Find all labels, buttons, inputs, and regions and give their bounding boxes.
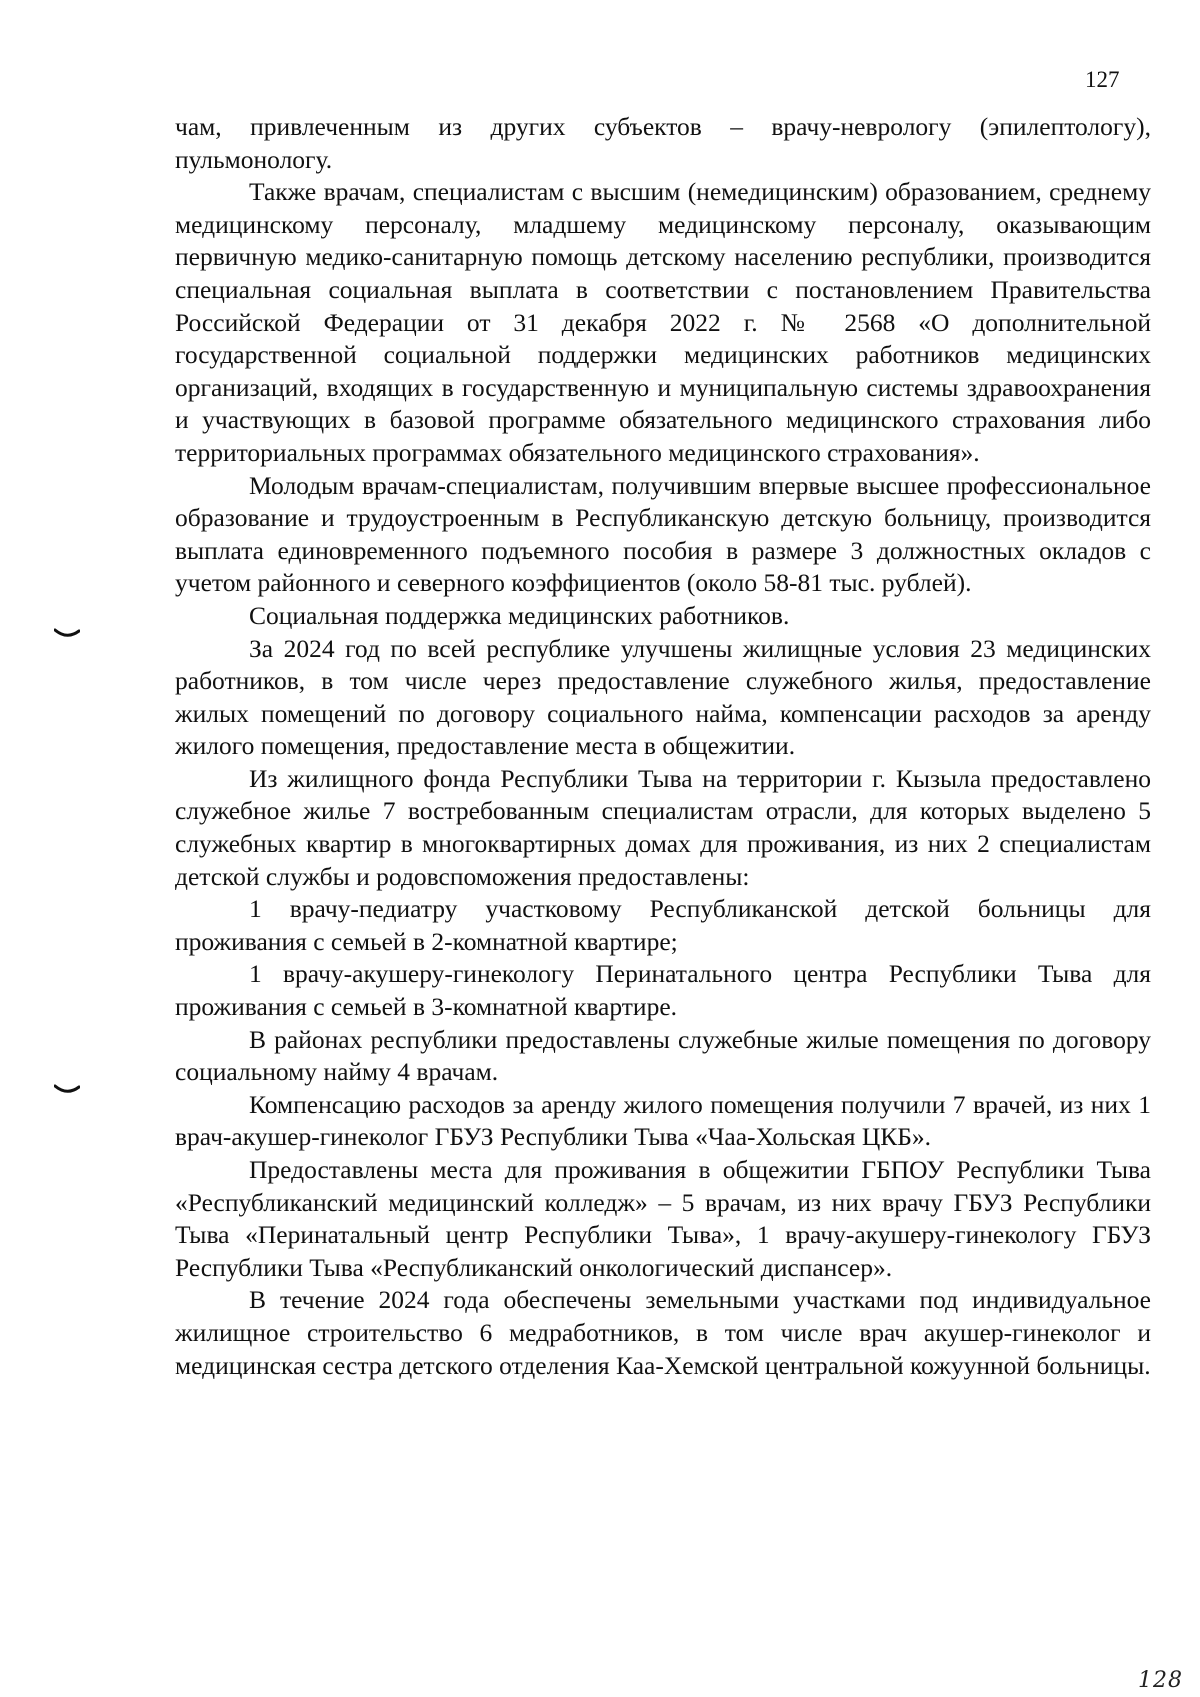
paragraph: Также врачам, специалистам с высшим (немедицинским) образованием, среднему медицинскому персоналу, младшему медицинскому персоналу, оказывающим первичную медико-санитарную помощь детскому населению республики, производится специальная социальная выплата в соответствии с постановлением Правительства Российской Федерации от 31 декабря 2022 г. № 2568 «О дополнительной государственной социальной поддержки медицинских работников медицинских организаций, входящих в государственную и муниципальную системы здравоохранения и участвующих в базовой программе обязательного медицинского страхования либо территориальных программах обязательного медицинского страхования».	[175, 177, 1151, 467]
paragraph: За 2024 год по всей республике улучшены жилищные условия 23 медицинских работников, в том числе через предоставление служебного жилья, предоставление жилых помещений по договору социального найма, компенсации расходов за аренду жилого помещения, предоставление места в общежитии.	[175, 633, 1151, 761]
margin-check-mark	[54, 1084, 80, 1094]
margin-check-mark	[54, 628, 80, 638]
paragraph: Предоставлены места для проживания в общежитии ГБПОУ Республики Тыва «Республиканский медицинский колледж» – 5 врачам, из них врачу ГБУЗ Республики Тыва «Перинатальный центр Республики Тыва», 1 врачу-акушеру-гинекологу ГБУЗ Республики Тыва «Республиканский онкологический диспансер».	[175, 1155, 1151, 1282]
paragraph: Компенсацию расходов за аренду жилого помещения получили 7 врачей, из них 1 врач-акушер-гинеколог ГБУЗ Республики Тыва «Чаа-Хольская ЦКБ».	[175, 1089, 1151, 1152]
paragraph: 1 врачу-педиатру участковому Республиканской детской больницы для проживания с семьей в 2-комнатной квартире;	[175, 894, 1151, 956]
paragraph: В течение 2024 года обеспечены земельными участками под индивидуальное жилищное строительство 6 медработников, в том числе врач акушер-гинеколог и медицинская сестра детского отделения Каа-Хемской центральной кожуунной больницы.	[175, 1285, 1151, 1380]
paragraph: Социальная поддержка медицинских работников.	[249, 600, 790, 630]
paragraph: чам, привлеченным из других субъектов – врачу-неврологу (эпилептологу), пульмонологу.	[175, 112, 1151, 174]
paragraph: Из жилищного фонда Республики Тыва на территории г. Кызыла предоставлено служебное жилье 7 востребованным специалистам отрасли, для которых выделено 5 служебных квартир в многоквартирных домах для проживания, из них 2 специалистам детской службы и родовспоможения предоставлены:	[175, 763, 1151, 891]
page-number: 127	[1085, 67, 1120, 92]
handwritten-page-number: 128	[1138, 1668, 1183, 1693]
paragraph: 1 врачу-акушеру-гинекологу Перинатального центра Республики Тыва для проживания с семьей в 3-комнатной квартире.	[175, 959, 1151, 1022]
paragraph: Молодым врачам-специалистам, получившим впервые высшее профессиональное образование и трудоустроенным в Республиканскую детскую больницу, производится выплата единовременного подъемного пособия в размере 3 должностных окладов с учетом районного и северного коэффициентов (около 58-81 тыс. рублей).	[175, 470, 1151, 598]
paragraph: В районах республики предоставлены служебные жилые помещения по договору социальному найму 4 врачам.	[175, 1024, 1151, 1087]
document-body	[175, 111, 1151, 1382]
